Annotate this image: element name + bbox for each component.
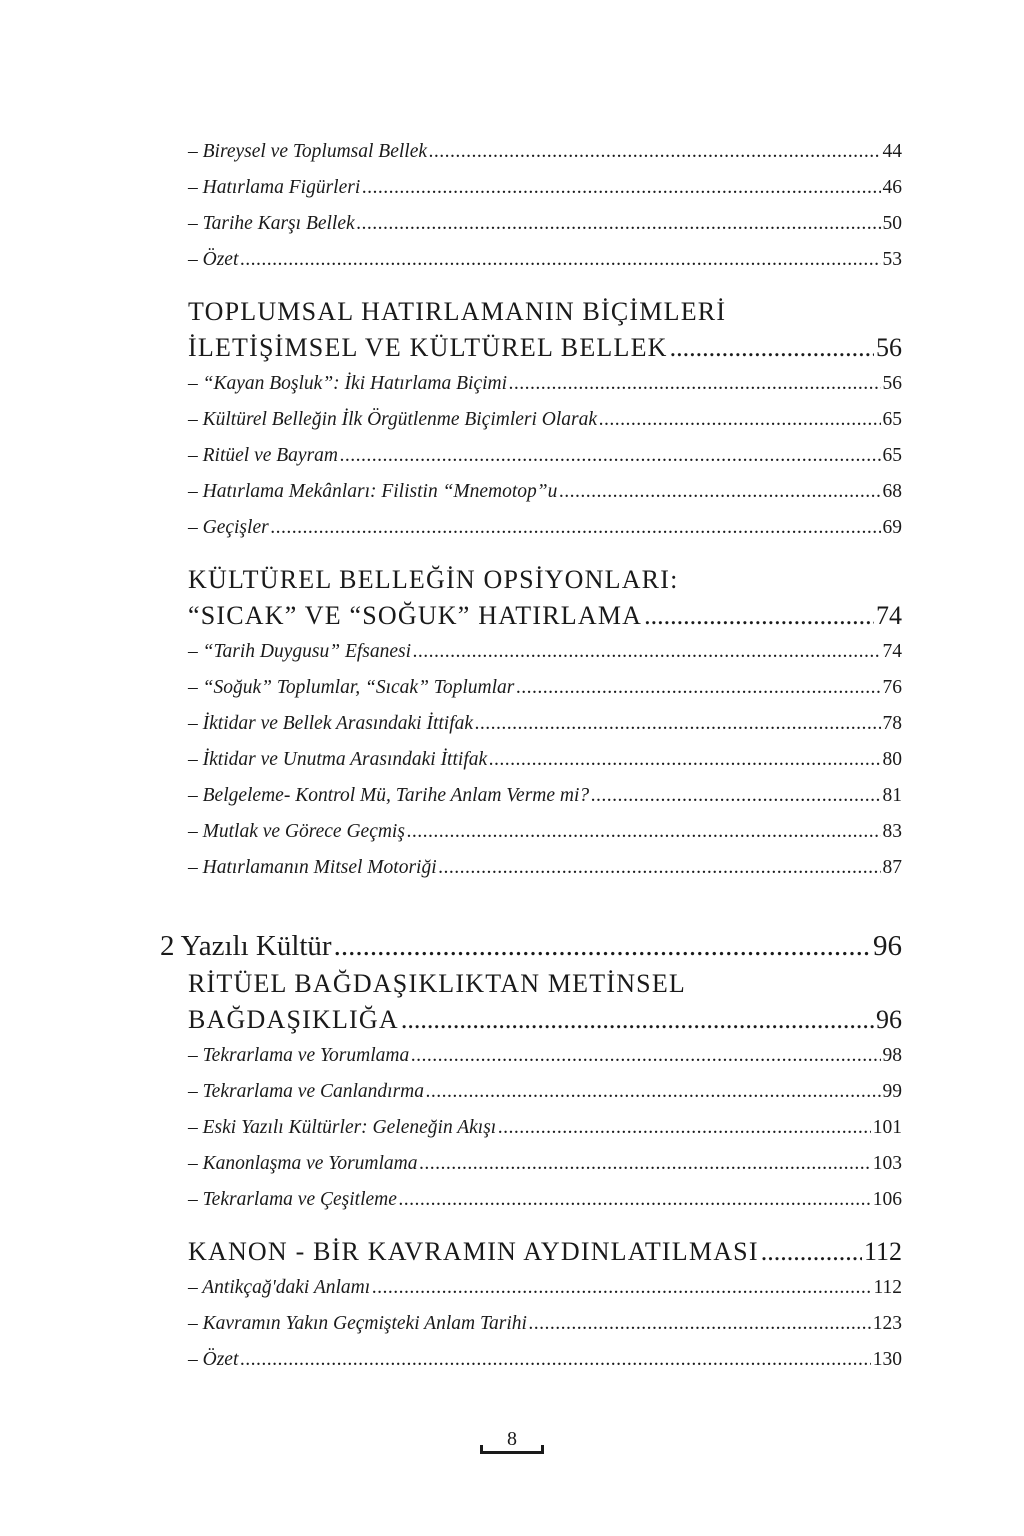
toc-entry[interactable] bbox=[188, 814, 902, 850]
section-heading-entry[interactable] bbox=[188, 1234, 902, 1270]
toc-entry-page: 56 bbox=[882, 373, 902, 394]
toc-entry-page: 76 bbox=[882, 677, 902, 698]
leader-dots bbox=[644, 598, 874, 634]
leader-dots bbox=[426, 1074, 881, 1110]
chapter-heading-title: 2 Yazılı Kültür bbox=[160, 930, 332, 962]
toc-entry-title: – Ritüel ve Bayram bbox=[188, 445, 338, 466]
leader-dots bbox=[498, 1110, 871, 1146]
toc-entry-page: 81 bbox=[882, 785, 902, 806]
toc-entry-page: 65 bbox=[882, 409, 902, 430]
section-heading-line: TOPLUMSAL HATIRLAMANIN BİÇİMLERİ bbox=[188, 297, 727, 326]
toc-entry-page: 78 bbox=[882, 713, 902, 734]
leader-dots bbox=[439, 850, 881, 886]
toc-entry-page: 74 bbox=[882, 641, 902, 662]
chapter-heading-page: 96 bbox=[873, 930, 902, 962]
toc-group-intro bbox=[188, 134, 902, 278]
toc-entry[interactable] bbox=[188, 1342, 902, 1378]
leader-dots bbox=[413, 634, 880, 670]
leader-dots bbox=[559, 474, 880, 510]
toc-entry[interactable] bbox=[188, 706, 902, 742]
toc-entry-title: – Hatırlama Figürleri bbox=[188, 177, 361, 198]
toc-entry-title: – İktidar ve Unutma Arasındaki İttifak bbox=[188, 749, 488, 770]
toc-entry-title: – “Soğuk” Toplumlar, “Sıcak” Toplumlar bbox=[188, 677, 515, 698]
leader-dots bbox=[516, 670, 880, 706]
leader-dots bbox=[401, 1002, 874, 1038]
toc-entry-title: – Tarihe Karşı Bellek bbox=[188, 213, 355, 234]
toc-entry-page: 123 bbox=[872, 1313, 902, 1334]
leader-dots bbox=[357, 206, 881, 242]
toc-entry-page: 53 bbox=[882, 249, 902, 270]
table-of-contents bbox=[160, 134, 902, 1378]
toc-entry-page: 50 bbox=[882, 213, 902, 234]
toc-entry[interactable] bbox=[188, 1270, 902, 1306]
section-heading-title: BAĞDAŞIKLIĞA bbox=[188, 1005, 399, 1034]
leader-dots bbox=[271, 510, 881, 546]
toc-entry-page: 68 bbox=[882, 481, 902, 502]
toc-entry[interactable] bbox=[188, 402, 902, 438]
toc-entry[interactable] bbox=[188, 242, 902, 278]
leader-dots bbox=[489, 742, 880, 778]
leader-dots bbox=[420, 1146, 871, 1182]
toc-entry-title: – “Kayan Boşluk”: İki Hatırlama Biçimi bbox=[188, 373, 508, 394]
toc-entry-title: – Tekrarlama ve Canlandırma bbox=[188, 1081, 424, 1102]
toc-entry-page: 87 bbox=[882, 857, 902, 878]
toc-entry[interactable] bbox=[188, 778, 902, 814]
toc-entry[interactable] bbox=[188, 510, 902, 546]
section-heading-entry[interactable] bbox=[188, 1002, 902, 1038]
leader-dots bbox=[411, 1038, 880, 1074]
toc-chapter-2 bbox=[160, 926, 902, 1218]
leader-dots bbox=[407, 814, 881, 850]
toc-entry[interactable] bbox=[188, 366, 902, 402]
section-heading-line: RİTÜEL BAĞDAŞIKLIKTAN METİNSEL bbox=[188, 969, 687, 998]
toc-entry[interactable] bbox=[188, 742, 902, 778]
toc-section-1 bbox=[188, 294, 902, 546]
leader-dots bbox=[529, 1306, 871, 1342]
toc-entry-title: – Bireysel ve Toplumsal Bellek bbox=[188, 141, 427, 162]
toc-entry-title: – Tekrarlama ve Çeşitleme bbox=[188, 1189, 397, 1210]
leader-dots bbox=[340, 438, 881, 474]
section-heading-page: 74 bbox=[876, 601, 902, 630]
chapter-heading-entry[interactable] bbox=[160, 926, 902, 966]
toc-entry-page: 44 bbox=[882, 141, 902, 162]
toc-entry-page: 106 bbox=[872, 1189, 902, 1210]
toc-entry[interactable] bbox=[188, 670, 902, 706]
toc-entry[interactable] bbox=[188, 634, 902, 670]
section-heading-entry[interactable] bbox=[188, 330, 902, 366]
toc-section-2 bbox=[188, 562, 902, 886]
page-number: 8 bbox=[507, 1428, 517, 1450]
toc-entry[interactable] bbox=[188, 850, 902, 886]
toc-entry-page: 46 bbox=[882, 177, 902, 198]
toc-entry-title: – Özet bbox=[188, 1349, 239, 1370]
section-heading-title: İLETİŞİMSEL VE KÜLTÜREL BELLEK bbox=[188, 333, 668, 362]
toc-entry-title: – Hatırlama Mekânları: Filistin “Mnemotop”u bbox=[188, 481, 558, 502]
toc-entry[interactable] bbox=[188, 206, 902, 242]
leader-dots bbox=[761, 1234, 862, 1270]
toc-entry-page: 99 bbox=[882, 1081, 902, 1102]
section-heading-title: KANON - BİR KAVRAMIN AYDINLATILMASI bbox=[188, 1237, 759, 1266]
section-heading-title: “SICAK” VE “SOĞUK” HATIRLAMA bbox=[188, 601, 643, 630]
toc-entry-title: – Özet bbox=[188, 249, 239, 270]
toc-entry-title: – Tekrarlama ve Yorumlama bbox=[188, 1045, 410, 1066]
page-number-bracket bbox=[480, 1451, 544, 1454]
toc-entry-page: 98 bbox=[882, 1045, 902, 1066]
leader-dots bbox=[509, 366, 880, 402]
section-heading-page: 96 bbox=[876, 1005, 902, 1034]
toc-entry[interactable] bbox=[188, 170, 902, 206]
toc-entry-page: 130 bbox=[872, 1349, 902, 1370]
leader-dots bbox=[362, 170, 880, 206]
toc-section-4 bbox=[188, 1234, 902, 1378]
toc-entry[interactable] bbox=[188, 1182, 902, 1218]
toc-entry-title: – Antikçağ'daki Anlamı bbox=[188, 1277, 371, 1298]
toc-entry[interactable] bbox=[188, 438, 902, 474]
toc-entry-title: – Kavramın Yakın Geçmişteki Anlam Tarihi bbox=[188, 1313, 527, 1334]
toc-entry-page: 69 bbox=[882, 517, 902, 538]
toc-entry-title: – Mutlak ve Görece Geçmiş bbox=[188, 821, 405, 842]
toc-entry-title: – Kanonlaşma ve Yorumlama bbox=[188, 1153, 418, 1174]
toc-entry-title: – İktidar ve Bellek Arasındaki İttifak bbox=[188, 713, 474, 734]
toc-entry-title: – Hatırlamanın Mitsel Motoriği bbox=[188, 857, 437, 878]
toc-entry-page: 103 bbox=[872, 1153, 902, 1174]
leader-dots bbox=[475, 706, 880, 742]
toc-entry-title: – Belgeleme- Kontrol Mü, Tarihe Anlam Verme mi? bbox=[188, 785, 590, 806]
toc-entry[interactable] bbox=[188, 474, 902, 510]
toc-entry-title: – “Tarih Duygusu” Efsanesi bbox=[188, 641, 412, 662]
toc-entry-page: 101 bbox=[872, 1117, 902, 1138]
leader-dots bbox=[372, 1270, 871, 1306]
toc-entry-page: 112 bbox=[873, 1277, 902, 1298]
toc-entry-page: 65 bbox=[882, 445, 902, 466]
leader-dots bbox=[240, 242, 880, 278]
toc-entry[interactable] bbox=[188, 1074, 902, 1110]
toc-entry[interactable] bbox=[188, 1038, 902, 1074]
section-heading-page: 56 bbox=[876, 333, 902, 362]
toc-entry[interactable] bbox=[188, 1306, 902, 1342]
leader-dots bbox=[399, 1182, 871, 1218]
section-heading-line: KÜLTÜREL BELLEĞİN OPSİYONLARI: bbox=[188, 565, 679, 594]
toc-entry[interactable] bbox=[188, 134, 902, 170]
toc-section-3 bbox=[188, 966, 902, 1218]
page-footer bbox=[480, 1428, 544, 1454]
leader-dots bbox=[240, 1342, 870, 1378]
section-heading-entry[interactable] bbox=[188, 598, 902, 634]
toc-entry-page: 83 bbox=[882, 821, 902, 842]
leader-dots bbox=[334, 926, 871, 966]
toc-entry[interactable] bbox=[188, 1110, 902, 1146]
toc-entry-title: – Eski Yazılı Kültürler: Geleneğin Akışı bbox=[188, 1117, 497, 1138]
leader-dots bbox=[599, 402, 880, 438]
leader-dots bbox=[591, 778, 880, 814]
section-heading-page: 112 bbox=[863, 1237, 902, 1266]
leader-dots bbox=[429, 134, 881, 170]
toc-entry-title: – Geçişler bbox=[188, 517, 269, 538]
leader-dots bbox=[670, 330, 874, 366]
toc-entry-title: – Kültürel Belleğin İlk Örgütlenme Biçimleri Olarak bbox=[188, 409, 598, 430]
toc-entry[interactable] bbox=[188, 1146, 902, 1182]
toc-entry-page: 80 bbox=[882, 749, 902, 770]
